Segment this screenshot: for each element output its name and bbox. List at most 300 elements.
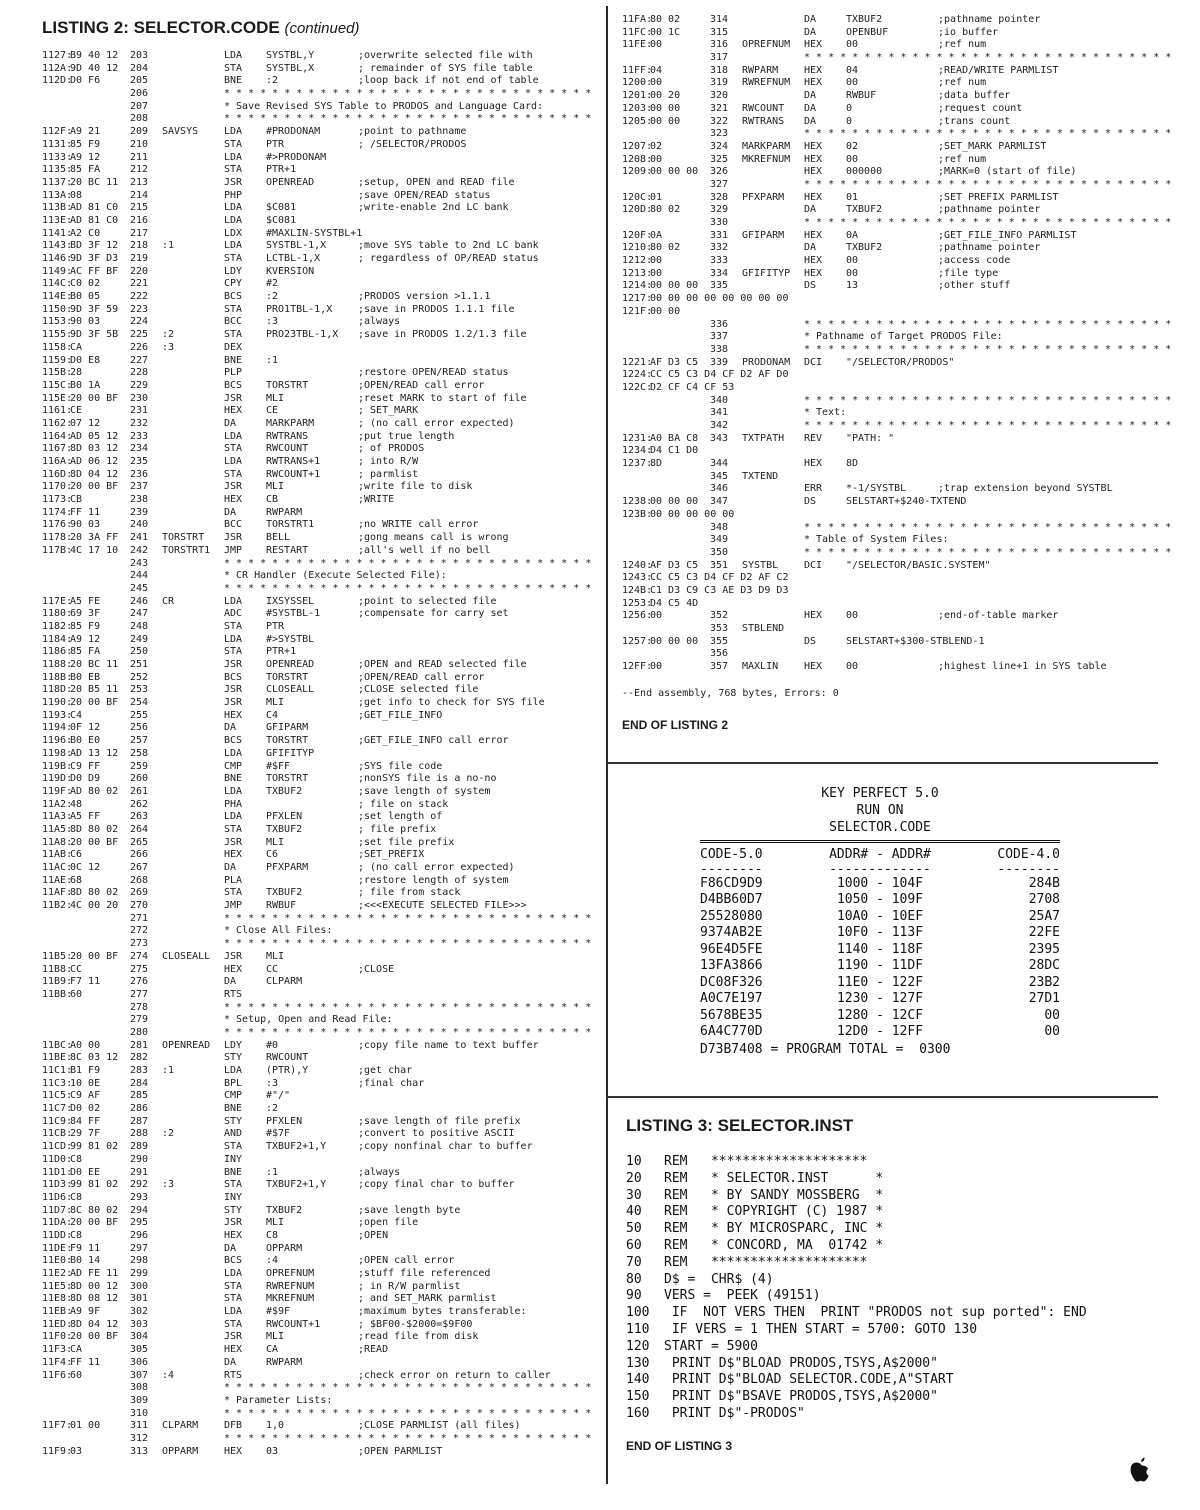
code-bytes: A5 FF — [70, 811, 101, 823]
code-line-num: 235 — [130, 456, 149, 467]
code-addr: 11B5: — [42, 950, 73, 962]
code-line — [622, 154, 1182, 167]
code-line — [42, 190, 602, 203]
code-operand — [266, 875, 358, 888]
code-line-num: 219 — [130, 253, 149, 264]
code-line-num: 327 — [710, 178, 729, 190]
code-line — [622, 52, 1182, 65]
code-addr: 119D: — [42, 773, 73, 785]
code-addr: 1131: — [42, 138, 73, 150]
code-bytes: 85 FA — [70, 646, 101, 658]
code-label — [162, 367, 224, 380]
code-bytes — [650, 217, 710, 230]
code-line — [42, 75, 602, 88]
code-label — [162, 443, 224, 456]
code-line — [42, 291, 602, 304]
code-operand: C8 — [266, 1229, 279, 1241]
code-opcode: HEX — [804, 64, 823, 76]
code-operand: RWCOUNT+1 — [266, 1318, 321, 1330]
listing2-title: LISTING 2: SELECTOR.CODE — [42, 18, 280, 37]
code-comment-block: * * * * * * * * * * * * * * * * * * * * * * * * * * * * * * * — [224, 88, 592, 100]
code-bytes: D0 02 — [70, 1103, 101, 1115]
code-comment: ; file on stack — [358, 798, 449, 810]
code-line — [42, 393, 602, 406]
code-line-num: 299 — [130, 1268, 149, 1279]
code-bytes: C1 D3 C9 C3 AE D3 D9 D3 — [650, 584, 789, 596]
code-comment — [358, 228, 602, 241]
code-opcode: STA — [224, 164, 243, 176]
code-comment: ;other stuff — [938, 280, 1011, 292]
code-bytes: 8D 08 12 — [70, 1293, 119, 1305]
code-operand: #0 — [266, 1039, 279, 1051]
code-line-num: 212 — [130, 164, 149, 176]
code-bytes: 01 00 — [70, 1420, 101, 1432]
code-opcode: LDY — [224, 265, 243, 277]
code-comment — [1016, 293, 1182, 306]
code-opcode: DA — [224, 722, 237, 734]
code-label — [742, 458, 804, 471]
code-addr: 1194: — [42, 722, 73, 734]
code-addr — [622, 547, 650, 560]
code-opcode: STA — [224, 62, 243, 74]
basic-line — [626, 1339, 1146, 1356]
code-line — [42, 634, 602, 647]
code-addr: 1155: — [42, 329, 73, 341]
code-bytes — [70, 1027, 130, 1040]
code-bytes: D4 C5 4D — [650, 597, 699, 609]
code-label — [162, 481, 224, 494]
code-addr: 1149: — [42, 265, 73, 277]
code-addr: 11AE: — [42, 874, 73, 886]
apple-logo-icon — [1128, 1456, 1152, 1484]
code-comment-block: * * * * * * * * * * * * * * * * * * * * * * * * * * * * * * * — [804, 128, 1172, 140]
code-operand: TORSTRT — [266, 773, 309, 785]
code-line — [622, 255, 1182, 268]
code-comment: ;SET_MARK PARMLIST — [938, 140, 1047, 152]
code-label — [820, 585, 882, 598]
code-addr: 1141: — [42, 227, 73, 239]
code-comment: ;maximum bytes transferable: — [358, 1306, 527, 1318]
code-addr: 1133: — [42, 151, 73, 163]
code-line — [42, 1319, 602, 1332]
code-line — [42, 659, 602, 672]
code-operand: 8D — [846, 458, 859, 470]
code-operand: "/SELECTOR/PRODOS" — [846, 356, 955, 368]
code-opcode: BCS — [224, 735, 243, 747]
code-addr: 11D3: — [42, 1179, 73, 1191]
code-label — [766, 382, 828, 395]
code-line — [42, 532, 602, 545]
code-operand: PTR+1 — [266, 646, 297, 658]
code-line-num — [710, 306, 742, 319]
code-label — [162, 507, 224, 520]
code-comment: ;point to pathname — [358, 126, 467, 138]
code-line — [42, 1217, 602, 1230]
code-operand: SYSTBL-1,X — [266, 240, 327, 252]
code-label — [162, 1154, 224, 1167]
code-label: GFIFITYP — [742, 267, 791, 279]
code-line-num: 309 — [130, 1394, 149, 1406]
basic-line-number: 80 — [626, 1271, 642, 1287]
basic-line — [626, 1322, 1146, 1339]
code-opcode: CMP — [224, 1090, 243, 1102]
code-bytes: CA — [70, 341, 83, 353]
key-perfect-row — [700, 975, 1060, 992]
code-addr: 1182: — [42, 620, 73, 632]
code-line — [622, 407, 1182, 420]
code-line-num: 264 — [130, 823, 149, 835]
code-label — [162, 824, 224, 837]
code-line-num: 298 — [130, 1255, 149, 1267]
code-line-num: 248 — [130, 620, 149, 632]
basic-line — [626, 1238, 1146, 1255]
code-operand: 00 — [846, 77, 859, 89]
code-addr: 117E: — [42, 595, 73, 607]
code-label — [162, 964, 224, 977]
code-operand: CLOSEALL — [266, 684, 315, 696]
code-line-num: 203 — [130, 50, 149, 61]
code-operand: TXBUF2 — [266, 823, 303, 835]
code-opcode: STA — [224, 823, 243, 835]
code-opcode: RTS — [224, 1369, 243, 1381]
basic-line — [626, 1221, 1146, 1238]
code-line-num: 292 — [130, 1179, 149, 1191]
code-comment-block: * * * * * * * * * * * * * * * * * * * * * * * * * * * * * * * — [804, 318, 1172, 330]
code-addr: 1143: — [42, 240, 73, 252]
code-operand: TORSTRT — [266, 671, 309, 683]
code-line — [42, 1014, 602, 1027]
code-line — [42, 63, 602, 76]
code-comment: ;all's well if no bell — [358, 544, 491, 556]
code-line-num: 303 — [130, 1318, 149, 1330]
code-operand: PFXLEN — [266, 811, 303, 823]
code-line-num: 240 — [130, 519, 149, 531]
code-comment: ;write-enable 2nd LC bank — [358, 202, 509, 214]
dash-code5: -------- — [700, 861, 763, 877]
code-label — [162, 646, 224, 659]
code-operand — [846, 623, 938, 636]
code-opcode — [828, 509, 870, 522]
address-range: 10F0 - 113F — [836, 925, 924, 940]
code-bytes: 00 00 00 00 00 — [650, 508, 735, 520]
code-addr: 11A5: — [42, 823, 73, 835]
code-comment — [358, 1090, 602, 1103]
code-opcode: BCS — [224, 379, 243, 391]
code-label — [162, 1141, 224, 1154]
code-opcode: HEX — [804, 458, 823, 470]
code-addr: 1167: — [42, 443, 73, 455]
code-operand: GFIFITYP — [266, 747, 315, 759]
code-line — [42, 1268, 602, 1281]
code-label — [742, 242, 804, 255]
code-label — [162, 1217, 224, 1230]
checksum-4: 23B2 — [1028, 974, 1060, 990]
code-label — [742, 610, 804, 623]
code-operand: TXBUF2 — [846, 14, 883, 25]
code-bytes: 8D 00 12 — [70, 1280, 119, 1292]
basic-line-number: 50 — [626, 1221, 642, 1237]
code-line — [42, 1052, 602, 1065]
code-operand — [846, 445, 938, 458]
code-addr: 1214: — [622, 280, 653, 292]
code-line — [42, 355, 602, 368]
code-line — [622, 496, 1182, 509]
code-bytes: 8C 03 12 — [70, 1052, 119, 1064]
code-opcode: LDX — [224, 227, 243, 239]
code-bytes: 00 — [650, 39, 663, 51]
code-line-num: 352 — [710, 610, 729, 622]
code-comment — [962, 509, 1182, 522]
code-line — [42, 431, 602, 444]
code-opcode: CPY — [224, 278, 243, 290]
basic-line-number: 110 — [626, 1321, 650, 1337]
code-comment — [358, 152, 602, 165]
code-addr: 120C: — [622, 191, 653, 203]
key-perfect-box — [700, 785, 1060, 1058]
code-comment: ;CLOSE — [358, 963, 395, 975]
code-bytes: 60 — [70, 1369, 83, 1381]
code-comment: ;setup, OPEN and READ file — [358, 176, 515, 188]
code-label — [162, 1243, 224, 1256]
code-comment: ;overwrite selected file with — [358, 50, 533, 61]
basic-line-number: 100 — [626, 1305, 650, 1321]
code-line-num: 259 — [130, 760, 149, 772]
code-label — [820, 369, 882, 382]
code-bytes — [70, 101, 130, 114]
code-opcode: STA — [224, 1141, 243, 1153]
code-opcode — [882, 585, 924, 598]
code-bytes: A9 12 — [70, 151, 101, 163]
code-label: TORSTRT — [162, 532, 205, 544]
code-addr: 1212: — [622, 255, 653, 267]
code-line — [42, 253, 602, 266]
code-line-num: 306 — [130, 1356, 149, 1368]
code-operand: :1 — [266, 354, 279, 366]
code-line — [42, 1192, 602, 1205]
end-of-listing-2: END OF LISTING 2 — [622, 718, 729, 733]
code-operand: #2 — [266, 278, 279, 290]
code-line — [42, 824, 602, 837]
code-bytes: FF 11 — [70, 1356, 101, 1368]
code-line-num: 283 — [130, 1065, 149, 1076]
code-operand: TXBUF2 — [846, 204, 883, 216]
code-operand: PFXLEN — [266, 1115, 303, 1127]
code-bytes: 28 — [70, 367, 83, 379]
code-bytes: 20 00 BF — [70, 1331, 119, 1343]
code-label — [162, 862, 224, 875]
code-addr: 1253: — [622, 597, 653, 609]
code-opcode: DEX — [224, 341, 243, 353]
address-range: 1140 - 118F — [836, 941, 924, 957]
code-label — [162, 710, 224, 723]
code-comment-block: * * * * * * * * * * * * * * * * * * * * * * * * * * * * * * * — [224, 1001, 592, 1013]
code-comment: ;put true length — [358, 430, 455, 442]
code-operand: 00 — [846, 255, 859, 267]
code-operand: PTR+1 — [266, 164, 297, 176]
code-line-num: 323 — [710, 128, 729, 140]
code-addr: 1234: — [622, 445, 653, 457]
code-label — [162, 316, 224, 329]
code-comment-block: * * * * * * * * * * * * * * * * * * * * * * * * * * * * * * * — [224, 113, 592, 125]
code-line-num: 265 — [130, 836, 149, 848]
code-line-num: 307 — [130, 1369, 149, 1381]
code-operand: (PTR),Y — [266, 1065, 309, 1076]
code-line-num: 337 — [710, 331, 729, 343]
code-comment — [938, 458, 1182, 471]
code-comment: ;ref num — [938, 77, 987, 89]
code-line-num: 269 — [130, 887, 149, 899]
code-bytes: 0F 12 — [70, 722, 101, 734]
code-comment — [358, 722, 602, 735]
code-line-num: 331 — [710, 229, 729, 241]
code-opcode: JMP — [224, 544, 243, 556]
code-addr — [622, 420, 650, 433]
key-perfect-row — [700, 925, 1060, 942]
code-bytes: C6 — [70, 849, 83, 861]
code-operand: 03 — [266, 1445, 279, 1457]
code-line — [42, 646, 602, 659]
code-addr — [42, 1408, 70, 1421]
code-comment — [358, 1103, 602, 1116]
code-operand: RWPARM — [266, 1356, 303, 1368]
key-perfect-row — [700, 942, 1060, 959]
code-line-num: 208 — [130, 113, 149, 125]
code-addr — [42, 583, 70, 596]
code-comment: ;save OPEN/READ status — [358, 189, 491, 201]
address-range: 11E0 - 122F — [836, 974, 924, 990]
code-line-num: 308 — [130, 1382, 149, 1394]
code-line-num: 302 — [130, 1306, 149, 1318]
code-addr: 1203: — [622, 102, 653, 114]
code-label — [742, 483, 804, 496]
code-line-num: 340 — [710, 394, 729, 406]
code-label — [162, 1078, 224, 1091]
code-comment-block: * * * * * * * * * * * * * * * * * * * * * * * * * * * * * * * — [804, 343, 1172, 355]
code-opcode: DA — [804, 242, 817, 254]
code-comment — [358, 342, 602, 355]
code-label — [162, 1090, 224, 1103]
code-opcode: HEX — [804, 77, 823, 89]
code-comment-block: * Pathname of Target PRODOS File: — [804, 331, 1003, 343]
key-perfect-row — [700, 1008, 1060, 1025]
basic-statement: REM * CONCORD, MA 01742 * — [664, 1237, 884, 1253]
code-opcode: HEX — [804, 267, 823, 279]
code-addr — [42, 1027, 70, 1040]
code-addr: 11DA: — [42, 1217, 73, 1229]
code-line-num: 236 — [130, 468, 149, 480]
code-operand: IXSYSSEL — [266, 595, 315, 607]
code-label — [162, 900, 224, 913]
code-line — [42, 837, 602, 850]
code-bytes: C9 AF — [70, 1090, 101, 1102]
code-label: OPREFNUM — [742, 39, 791, 51]
basic-line — [626, 1305, 1146, 1322]
code-label: :1 — [162, 1065, 175, 1076]
code-operand: 00 — [846, 661, 859, 673]
code-label — [162, 697, 224, 710]
code-line — [42, 456, 602, 469]
code-line — [42, 608, 602, 621]
code-line — [622, 483, 1182, 496]
code-label — [162, 989, 224, 1002]
code-operand: CE — [266, 405, 279, 417]
code-line — [42, 1205, 602, 1218]
code-operand: 0A — [846, 229, 859, 241]
code-operand: :1 — [266, 1166, 279, 1178]
code-addr: 11FF: — [622, 64, 653, 76]
code-addr: 116A: — [42, 456, 73, 467]
code-bytes — [70, 558, 130, 571]
code-label: RWCOUNT — [742, 102, 785, 114]
code-operand: SELSTART+$240-TXTEND — [846, 496, 967, 508]
code-comment-block: * * * * * * * * * * * * * * * * * * * * * * * * * * * * * * * — [804, 394, 1172, 406]
code-line — [622, 65, 1182, 78]
code-comment — [358, 1052, 602, 1065]
code-comment: ;loop back if not end of table — [358, 75, 539, 87]
code-operand: TXBUF2+1,Y — [266, 1141, 327, 1153]
code-line-num: 254 — [130, 697, 149, 709]
key-perfect-dash-row — [700, 864, 1060, 876]
code-line — [42, 786, 602, 799]
code-bytes: A5 FE — [70, 595, 101, 607]
code-line — [42, 558, 602, 571]
code-label — [162, 469, 224, 482]
code-operand: 000000 — [846, 166, 883, 178]
code-operand: C6 — [266, 849, 279, 861]
code-line — [42, 1433, 602, 1446]
code-operand — [924, 293, 1016, 306]
code-addr: 118D: — [42, 684, 73, 696]
basic-line — [626, 1255, 1146, 1272]
code-line — [622, 331, 1182, 344]
checksum-4: 22FE — [1028, 925, 1060, 940]
code-addr — [622, 52, 650, 65]
code-label: TXTPATH — [742, 432, 785, 444]
code-operand: *-1/SYSTBL — [846, 483, 907, 495]
basic-line — [626, 1154, 1146, 1171]
code-comment — [938, 433, 1182, 446]
code-opcode: LDA — [224, 456, 243, 467]
checksum-5: 6A4C770D — [700, 1024, 763, 1039]
code-comment: ;highest line+1 in SYS table — [938, 661, 1107, 673]
code-addr: 11BE: — [42, 1052, 73, 1064]
basic-statement: REM ******************** — [664, 1154, 868, 1169]
code-opcode: JSR — [224, 176, 243, 188]
code-line — [42, 50, 602, 63]
code-opcode: JSR — [224, 950, 243, 962]
code-line — [42, 88, 602, 101]
code-comment: ;copy file name to text buffer — [358, 1039, 539, 1051]
code-operand: RWCOUNT+1 — [266, 468, 321, 480]
code-bytes: AD 81 C0 — [70, 202, 119, 214]
code-operand: :4 — [266, 1255, 279, 1267]
code-comment-block: * * * * * * * * * * * * * * * * * * * * * * * * * * * * * * * — [224, 1382, 592, 1394]
address-range: 1190 - 11DF — [836, 958, 924, 973]
code-comment: ;SYS file code — [358, 760, 443, 772]
code-operand: #>PRODONAM — [266, 151, 327, 163]
code-opcode: HEX — [804, 39, 823, 51]
code-addr — [622, 648, 650, 661]
code-bytes: 0C 12 — [70, 862, 101, 873]
code-line — [622, 14, 1182, 27]
code-addr: 1159: — [42, 354, 73, 366]
code-operand — [846, 306, 938, 319]
checksum-4: 28DC — [1028, 958, 1060, 973]
code-opcode: STA — [224, 887, 243, 899]
code-opcode: BNE — [224, 1166, 243, 1178]
code-opcode: REV — [804, 432, 823, 444]
code-operand: MLI — [266, 697, 285, 709]
